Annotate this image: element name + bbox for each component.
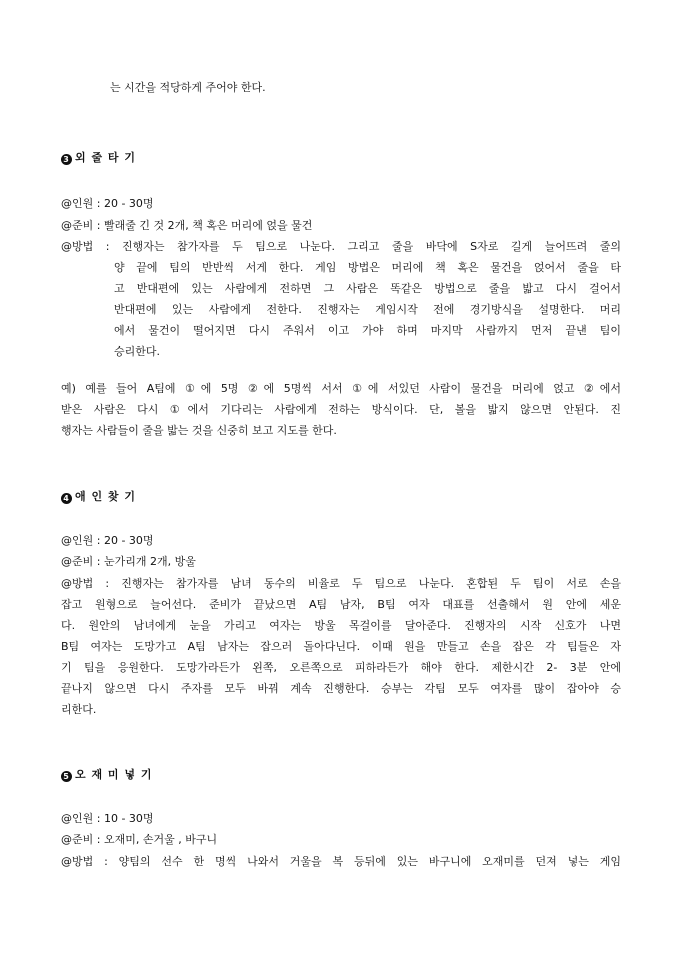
intro-line: 는 시간을 적당하게 주어야 한다. [110,81,266,94]
section-number-marker: 3 [61,154,72,165]
method-line: 양 끝에 팀의 반반씩 서게 한다. 게임 방법은 머리에 책 혹은 물건을 얹어서 줄을 타 [114,261,621,274]
section-heading [61,768,152,782]
section-title: 외 줄 타 기 [75,151,136,164]
example-line: 행자는 사람들이 줄을 밟는 것을 신중히 보고 지도를 한다. [61,424,337,437]
method-line: @방법 : 진행자는 참가자를 남녀 동수의 비율로 두 팀으로 나눈다. 혼합된 두 팀이 서로 손을 [61,577,621,590]
method-line: 리한다. [61,703,97,716]
method-line: B팀 여자는 도망가고 A팀 남자는 잡으러 돌아다닌다. 이때 원을 만들고 손을 잡은 각 팀들은 자 [61,640,621,653]
section-heading [61,490,136,504]
method-line: 끝나지 않으면 다시 주자를 모두 바꿔 계속 진행한다. 승부는 각팀 모두 여자를 많이 잡아야 승 [61,682,621,695]
personnel-line: @인원 : 20 - 30명 [61,197,154,210]
method-line: 다. 원안의 남녀에게 눈을 가리고 여자는 방울 목걸이를 달아준다. 진행자의 시작 신호가 나면 [61,619,621,632]
section-title: 오 재 미 넣 기 [75,768,153,781]
method-line: @방법 : 진행자는 참가자를 두 팀으로 나눈다. 그리고 줄을 바닥에 S자로 길게 늘어뜨려 줄의 [61,240,621,253]
personnel-line: @인원 : 20 - 30명 [61,534,154,547]
method-line: 반대편에 있는 사람에게 전한다. 진행자는 게임시작 전에 경기방식을 설명한다. 머리 [114,303,621,316]
prep-line: @준비 : 눈가리개 2개, 방울 [61,555,196,568]
prep-line: @준비 : 오재미, 손거울 , 바구니 [61,833,218,846]
section-heading [61,151,136,165]
method-line: 잡고 원형으로 늘어선다. 준비가 끝났으면 A팀 남자, B팀 여자 대표를 선출해서 원 안에 세운 [61,598,621,611]
example-line: 받은 사람은 다시 ①에서 기다리는 사람에게 전하는 방식이다. 단, 볼을 밟지 않으면 안된다. 진 [61,403,621,416]
prep-line: @준비 : 빨래줄 긴 것 2개, 책 혹은 머리에 얹을 물건 [61,219,313,232]
method-line: @방법 : 양팀의 선수 한 명씩 나와서 거울을 복 등뒤에 있는 바구니에 오재미를 던져 넣는 게임 [61,855,621,868]
personnel-line: @인원 : 10 - 30명 [61,812,154,825]
section-number-marker: 4 [61,493,72,504]
section-title: 애 인 찾 기 [75,490,136,503]
example-line: 예) 예를 들어 A팀에 ①에 5명 ②에 5명씩 서서 ①에 서있던 사람이 물건을 머리에 얹고 ②에서 [61,382,621,395]
method-line: 승리한다. [114,345,161,358]
method-line: 에서 물건이 떨어지면 다시 주워서 이고 가야 하며 마지막 사람까지 먼저 끝낸 팀이 [114,324,621,337]
method-line: 기 팀을 응원한다. 도망가라든가 왼쪽, 오른쪽으로 피하라든가 해야 한다. 제한시간 2- 3분 안에 [61,661,621,674]
section-number-marker: 5 [61,771,72,782]
method-line: 고 반대편에 있는 사람에게 전하면 그 사람은 똑같은 방법으로 줄을 밟고 다시 걸어서 [114,282,621,295]
